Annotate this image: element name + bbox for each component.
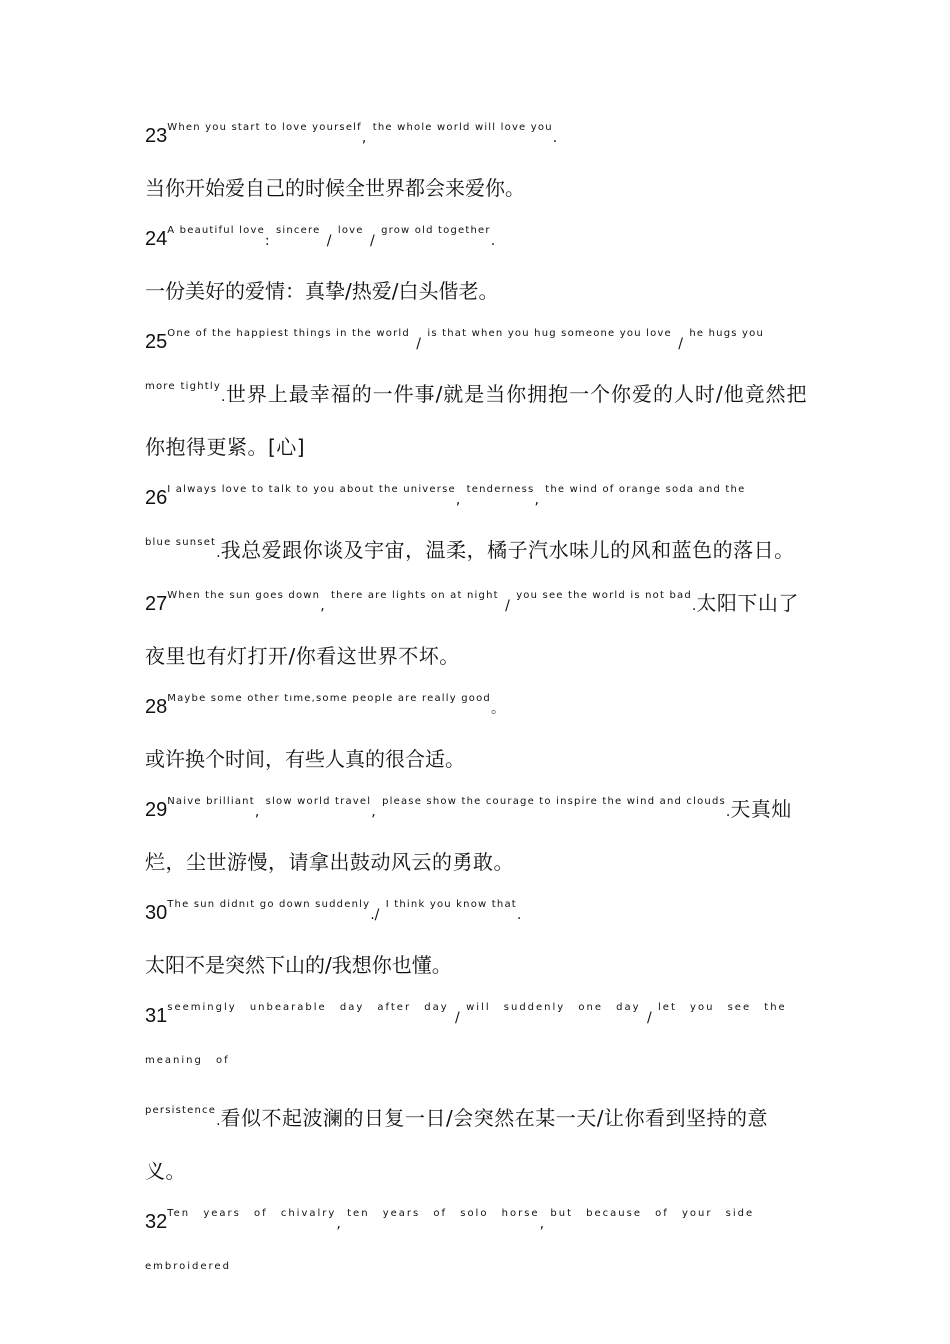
english-text: please show the courage to inspire the wind and clouds: [382, 796, 726, 807]
separator: .: [216, 545, 221, 561]
chinese-translation-24: 一份美好的爱情：真挚/热爱/白头偕老。: [145, 279, 499, 303]
english-text: persistence: [145, 1105, 217, 1116]
english-text: grow old together: [381, 225, 491, 236]
separator: /: [326, 233, 332, 249]
chinese-translation-25: 世界上最幸福的一件事/就是当你拥抱一个你爱的人时/他竟然把你抱得更紧。[心]: [145, 382, 808, 459]
entry-number: 24: [145, 228, 168, 250]
english-text: I always love to talk to you about the universe: [167, 484, 456, 495]
english-text: the whole world will love you: [372, 122, 553, 133]
entry-27: [145, 578, 807, 681]
separator: /: [505, 598, 510, 614]
chinese-translation-30: 太阳不是突然下山的/我想你也懂。: [145, 953, 452, 977]
english-text: is that when you hug someone you love: [427, 328, 672, 339]
entry-29: [145, 784, 807, 887]
english-text: but because of your side embroidered: [145, 1208, 755, 1272]
separator: .: [691, 598, 697, 614]
entry-28: [145, 681, 807, 734]
english-text: When the sun goes down: [167, 590, 321, 601]
entry-31: [145, 990, 807, 1196]
separator: ,: [455, 492, 461, 508]
document-page: [145, 110, 807, 1299]
entry-number: 30: [145, 902, 168, 924]
entry-number: 23: [145, 125, 168, 147]
english-text: seemingly unbearable day after day: [167, 1002, 449, 1013]
entry-number: 31: [145, 1005, 168, 1027]
entry-number: 25: [145, 331, 168, 353]
english-text: blue sunset: [145, 537, 217, 548]
english-text: you see the world is not bad: [516, 590, 692, 601]
separator: /: [370, 233, 375, 249]
separator: 。: [490, 701, 505, 717]
separator: ,: [336, 1216, 341, 1232]
english-text: tenderness: [466, 484, 535, 495]
entry-32: [145, 1196, 807, 1299]
chinese-translation-31: 看似不起波澜的日复一日/会突然在某一天/让你看到坚持的意义。: [145, 1106, 769, 1183]
english-text: sincere: [276, 225, 321, 236]
entry-26: [145, 472, 807, 578]
chinese-translation-28: 或许换个时间，有些人真的很合适。: [145, 747, 465, 771]
english-text: the wind of orange soda and the: [545, 484, 746, 495]
english-text: more tightly: [145, 381, 221, 392]
entry-30: [145, 887, 807, 940]
separator: /: [646, 1010, 652, 1026]
entry-25: [145, 316, 807, 472]
separator: ./: [370, 907, 380, 923]
chinese-translation-23: 当你开始爱自己的时候全世界都会来爱你。: [145, 176, 525, 200]
entry-24: [145, 213, 807, 266]
english-text: Ten years of chivalry: [167, 1208, 337, 1219]
english-text: he hugs you: [689, 328, 764, 339]
english-text: love: [337, 225, 364, 236]
english-text: let you see the meaning of: [145, 1002, 787, 1066]
chinese-translation-27: 太阳下山了夜里也有灯打开/你看这世界不坏。: [145, 591, 799, 668]
english-text: Naive brilliant: [167, 796, 255, 807]
separator: ,: [534, 492, 539, 508]
chinese-translation-26: 我总爱跟你谈及宇宙，温柔，橘子汽水味儿的风和蓝色的落日。: [220, 538, 795, 562]
entry-number: 27: [145, 593, 168, 615]
separator: .: [490, 233, 496, 249]
english-text: Maybe some other tıme,some people are really good: [167, 693, 491, 704]
separator: /: [455, 1010, 460, 1026]
english-text: A beautiful love: [167, 225, 265, 236]
entry-number: 32: [145, 1211, 168, 1233]
english-text: The sun didnıt go down suddenly: [167, 899, 371, 910]
separator: /: [416, 336, 422, 352]
english-text: I think you know that: [385, 899, 517, 910]
separator: ,: [254, 804, 260, 820]
entry-number: 29: [145, 799, 168, 821]
english-text: One of the happiest things in the world: [167, 328, 410, 339]
separator: .: [216, 1113, 221, 1129]
english-text: will suddenly one day: [466, 1002, 641, 1013]
separator: .: [552, 130, 558, 146]
entry-number: 28: [145, 696, 168, 718]
separator: /: [678, 336, 683, 352]
separator: .: [516, 907, 522, 923]
separator: .: [220, 389, 226, 405]
separator: ,: [320, 598, 325, 614]
english-text: ten years of solo horse: [347, 1208, 540, 1219]
separator: ,: [539, 1216, 545, 1232]
english-text: there are lights on at night: [331, 590, 499, 601]
entry-number: 26: [145, 487, 168, 509]
separator: ,: [371, 804, 376, 820]
separator: :: [264, 233, 270, 249]
separator: .: [725, 804, 731, 820]
entry-23: [145, 110, 807, 163]
separator: ,: [361, 130, 367, 146]
english-text: When you start to love yourself: [167, 122, 362, 133]
chinese-translation-29: 天真灿烂，尘世游慢，请拿出鼓动风云的勇敢。: [145, 797, 792, 874]
english-text: slow world travel: [265, 796, 372, 807]
